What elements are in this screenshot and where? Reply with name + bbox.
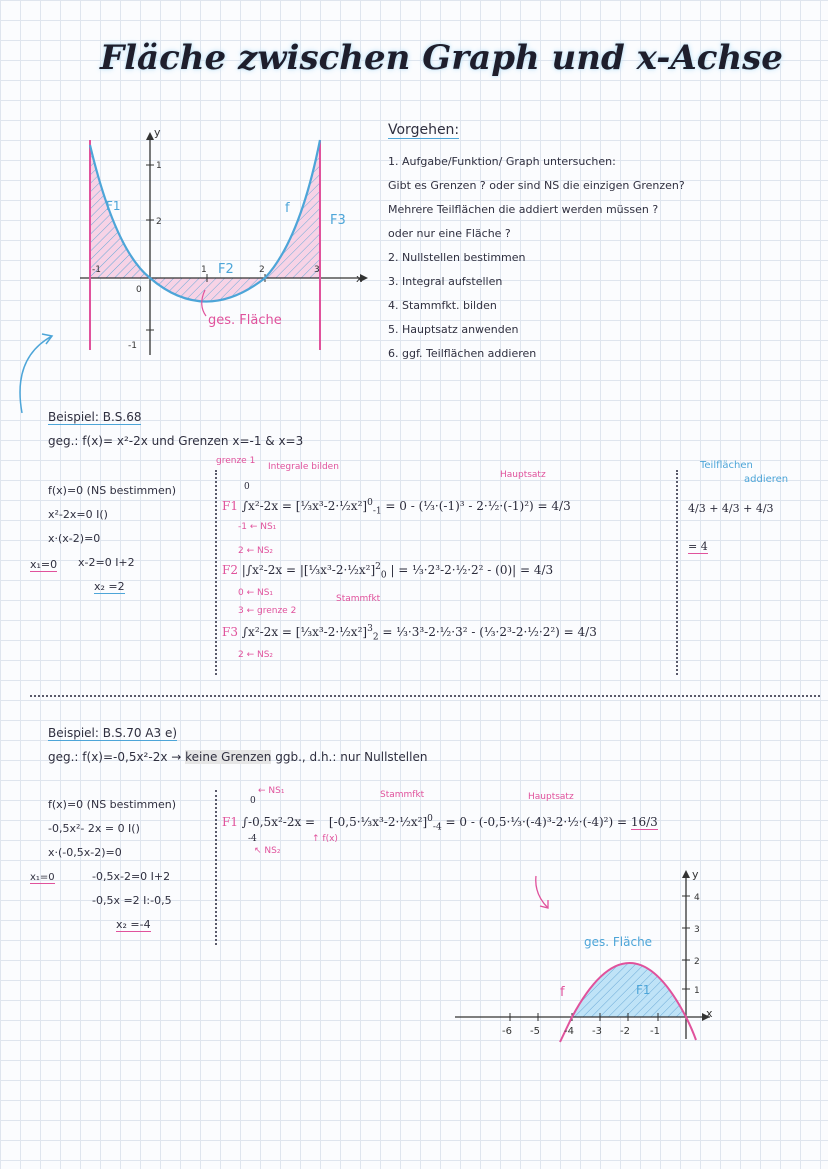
procedure-list [388, 150, 685, 366]
procedure-step: 3. Integral aufstellen [388, 275, 503, 288]
example1-given: geg.: f(x)= x²-2x und Grenzen x=-1 & x=3 [48, 434, 304, 448]
svg-text:-1: -1 [92, 265, 101, 275]
ex1-x2: x₂ =2 [94, 580, 125, 593]
svg-text:-1: -1 [128, 341, 137, 351]
annotation: -1 ← NS₁ [238, 522, 277, 532]
bound: -4 [248, 834, 257, 844]
svg-text:3: 3 [694, 925, 700, 935]
ex1-ns-line: x-2=0 I+2 [78, 556, 135, 569]
curved-arrow-icon [12, 328, 62, 418]
annotation: 0 ← NS₁ [238, 588, 274, 598]
g1-label-f1: F1 [106, 199, 121, 213]
svg-text:-4: -4 [564, 1026, 574, 1037]
annotation: ↑ f(x) [312, 834, 338, 844]
annotation: 2 ← NS₂ [238, 650, 274, 660]
annotation: ↖ NS₂ [254, 846, 281, 856]
annotation: Hauptsatz [528, 792, 574, 802]
annotation: ← NS₁ [258, 786, 285, 796]
svg-text:ges. Fläche: ges. Fläche [584, 935, 653, 949]
divider [215, 790, 217, 945]
svg-text:-3: -3 [592, 1026, 602, 1037]
ex1-ns-line: f(x)=0 (NS bestimmen) [48, 484, 176, 497]
svg-text:-1: -1 [650, 1026, 660, 1037]
ex2-ns-line: f(x)=0 (NS bestimmen) [48, 798, 176, 811]
graph-1 [60, 120, 380, 360]
annotation: 2 ← NS₂ [238, 546, 274, 556]
g1-y-label: y [154, 126, 161, 139]
svg-text:y: y [692, 868, 699, 881]
ex1-f2-row: F2 |∫x²-2x = |[⅓x³-2·½x²]$^2_0$ | = ⅓·2³-2·½·2² - (0)| = 4/3 [222, 562, 554, 581]
svg-text:-6: -6 [502, 1026, 512, 1037]
procedure-step: oder nur eine Fläche ? [388, 227, 511, 240]
ex2-ns-line: -0,5x-2=0 I+2 [92, 870, 171, 883]
ex2-x1: x₁=0 [30, 872, 55, 883]
example2-given: geg.: f(x)=-0,5x²-2x → keine Grenzen ggb., d.h.: nur Nullstellen [48, 750, 428, 764]
area-f3 [265, 140, 320, 278]
section-divider [30, 695, 820, 697]
svg-text:f: f [560, 985, 565, 1000]
procedure-step: 4. Stammfkt. bilden [388, 299, 497, 312]
g1-label-f3: F3 [330, 213, 346, 228]
svg-text:-5: -5 [530, 1026, 540, 1037]
ex2-x2: x₂ =-4 [116, 918, 151, 931]
svg-text:F1: F1 [636, 983, 651, 997]
ex2-ns-line: -0,5x =2 I:-0,5 [92, 894, 172, 907]
procedure-step: Mehrere Teilflächen die addiert werden müssen ? [388, 203, 659, 216]
procedure-step: 6. ggf. Teilflächen addieren [388, 347, 537, 360]
ex1-f3-row: F3 ∫x²-2x = [⅓x³-2·½x²]$^3_2$ = ⅓·3³-2·½·3² - (⅓·2³-2·½·2²) = 4/3 [222, 624, 597, 643]
g1-label-f2: F2 [218, 262, 234, 277]
ex1-f1-row: F1 ∫x²-2x = [⅓x³-2·½x²]$^0_{-1}$ = 0 - (⅓·(-1)³ - 2·½·(-1)²) = 4/3 [222, 498, 571, 517]
svg-text:x: x [706, 1007, 713, 1020]
example2-heading: Beispiel: B.S.70 A3 e) [48, 726, 178, 740]
procedure-step: 1. Aufgabe/Funktion/ Graph untersuchen: [388, 155, 616, 168]
svg-text:1: 1 [201, 265, 207, 275]
procedure-step: Gibt es Grenzen ? oder sind NS die einzigen Grenzen? [388, 179, 685, 192]
ex2-ns-line: x·(-0,5x-2)=0 [48, 846, 122, 859]
g1-label-f: f [285, 201, 290, 216]
svg-text:-2: -2 [620, 1026, 630, 1037]
ex2-f1-row: F1 ∫-0,5x²-2x = [-0,5·⅓x³-2·½x²]$^0_{-4}$ = 0 - (-0,5·⅓·(-4)³-2·½·(-4)²) = 16/3 [222, 814, 658, 833]
example1-heading: Beispiel: B.S.68 [48, 410, 142, 424]
svg-text:2: 2 [694, 957, 700, 967]
svg-text:4: 4 [694, 893, 700, 903]
g1-label-ges: ges. Fläche [208, 313, 282, 328]
annotation: Stammfkt [380, 790, 425, 800]
svg-text:0: 0 [136, 285, 142, 295]
annotation: 3 ← grenze 2 [238, 606, 297, 616]
graph-2 [430, 864, 730, 1044]
annotation: Integrale bilden [268, 462, 339, 472]
ex1-x1: x₁=0 [30, 558, 58, 571]
procedure-step: 2. Nullstellen bestimmen [388, 251, 526, 264]
ex2-ns-line: -0,5x²- 2x = 0 I() [48, 822, 140, 835]
sum-result: = 4 [688, 540, 708, 553]
annotation: Hauptsatz [500, 470, 546, 480]
ex1-ns-line: x·(x-2)=0 [48, 532, 101, 545]
g1-x-label: x [356, 272, 363, 285]
procedure-heading: Vorgehen: [388, 122, 460, 138]
annotation: grenze 1 [216, 456, 256, 466]
bound: 0 [250, 796, 256, 806]
sum-heading: addieren [744, 474, 789, 485]
svg-text:3: 3 [314, 265, 320, 275]
sum-heading: Teilflächen [700, 460, 753, 471]
sum-expr: 4/3 + 4/3 + 4/3 [688, 502, 774, 515]
svg-text:1: 1 [156, 161, 162, 171]
procedure-step: 5. Hauptsatz anwenden [388, 323, 519, 336]
divider [676, 470, 678, 675]
page-title: Fläche zwischen Graph und x-Achse [100, 38, 783, 78]
svg-text:2: 2 [259, 265, 265, 275]
svg-text:2: 2 [156, 217, 162, 227]
svg-text:1: 1 [694, 986, 700, 996]
ex1-ns-line: x²-2x=0 I() [48, 508, 108, 521]
bound: 0 [244, 482, 250, 492]
divider [215, 470, 217, 675]
annotation: Stammfkt [336, 594, 381, 604]
